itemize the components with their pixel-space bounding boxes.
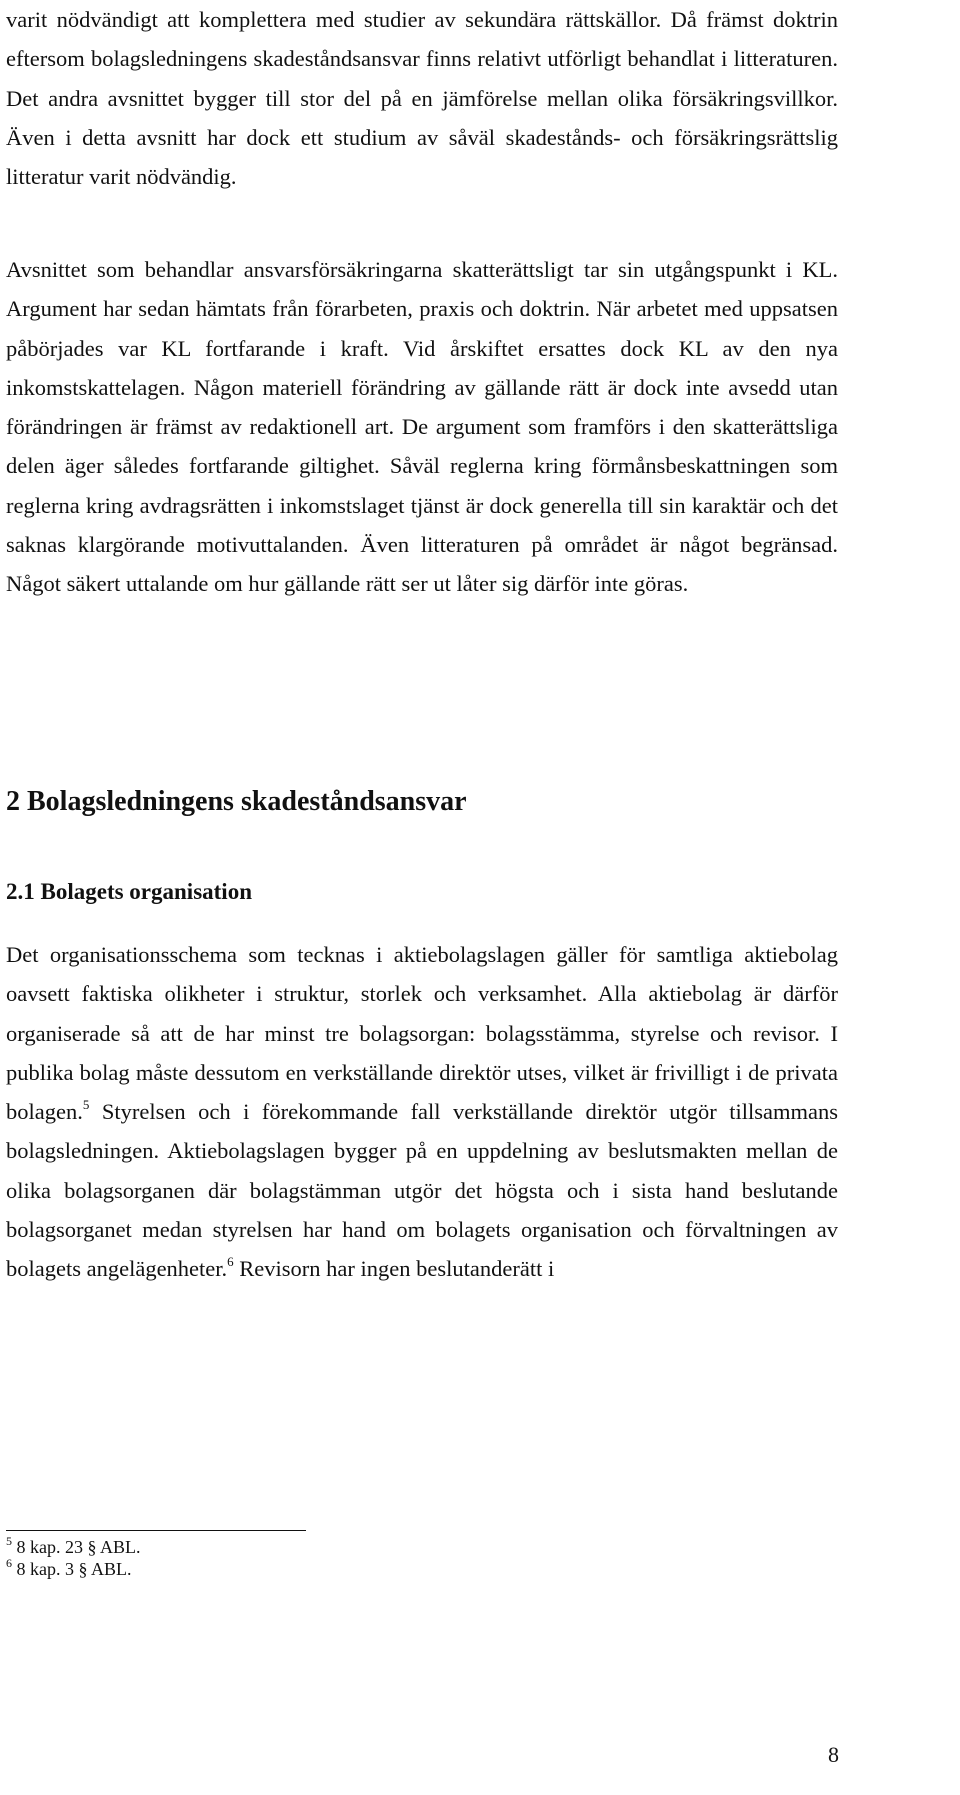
footnote-text: 8 kap. 3 § ABL. xyxy=(12,1559,132,1579)
footnote-number: 5 xyxy=(6,1534,12,1548)
footnote-reference-5: 5 xyxy=(82,1097,90,1113)
footnote-6 xyxy=(6,1558,141,1580)
organisation-paragraph xyxy=(6,935,838,1289)
organisation-text-part-3: Revisorn har ingen beslutanderätt i xyxy=(233,1256,555,1282)
tax-method-paragraph: Avsnittet som behandlar ansvarsförsäkringarna skatterättsligt tar sin utgångspunkt i KL. Argument har sedan hämtats från förarbeten, praxis och doktrin. När arbetet med uppsatsen påbörjades var KL fortfarande i kraft. Vid årskiftet ersattes dock KL av den nya inkomstskattelagen. Någon materiell förändring av gällande rätt är dock inte avsedd utan förändringen är främst av redaktionell art. De argument som framförs i den skatterättsliga delen äger således fortfarande giltighet. Såväl reglerna kring förmånsbeskattningen som reglerna kring avdragsrätten i inkomstslaget tjänst är dock generella till sin karaktär och det saknas klargörande motivuttalanden. Även litteraturen på området är något begränsad. Något säkert uttalande om hur gällande rätt ser ut låter sig därför inte göras. xyxy=(6,257,838,597)
footnote-reference-6: 6 xyxy=(227,1254,234,1270)
footnotes xyxy=(6,1536,141,1580)
chapter-heading: 2 Bolagsledningens skadeståndsansvar xyxy=(6,786,467,817)
page-number: 8 xyxy=(828,1742,839,1767)
footnote-number: 6 xyxy=(6,1556,12,1570)
footnote-text: 8 kap. 23 § ABL. xyxy=(12,1537,141,1557)
organisation-text-part-1: Det organisationsschema som tecknas i aktiebolagslagen gäller för samtliga aktiebolag oavsett faktiska olikheter i struktur, storlek och verksamhet. Alla aktiebolag är därför organiserade så att de har minst tre bolagsorgan: bolagsstämma, styrelse och revisor. I publika bolag måste dessutom en verkställande direktör utses, vilket är frivilligt i de privata bolagen. xyxy=(6,942,838,1125)
intro-paragraph: varit nödvändigt att komplettera med studier av sekundära rättskällor. Då främst doktrin eftersom bolagsledningens skadeståndsansvar finns relativt utförligt behandlat i litteraturen. Det andra avsnittet bygger till stor del på en jämförelse mellan olika försäkringsvillkor. Även i detta avsnitt har dock ett studium av såväl skadestånds- och försäkringsrättslig litteratur varit nödvändig. xyxy=(6,7,838,190)
footnote-5 xyxy=(6,1536,141,1558)
section-heading: 2.1 Bolagets organisation xyxy=(6,879,252,904)
footnote-separator xyxy=(6,1530,306,1531)
organisation-text-part-2: Styrelsen och i förekommande fall verkställande direktör utgör tillsammans bolagsledningen. Aktiebolagslagen bygger på en uppdelning av beslutsmakten mellan de olika bolagsorganen där bolagstämman utgör det högsta och i sista hand beslutande bolagsorganet medan styrelsen har hand om bolagets organisation och förvaltningen av bolagets angelägenheter. xyxy=(6,1099,838,1282)
